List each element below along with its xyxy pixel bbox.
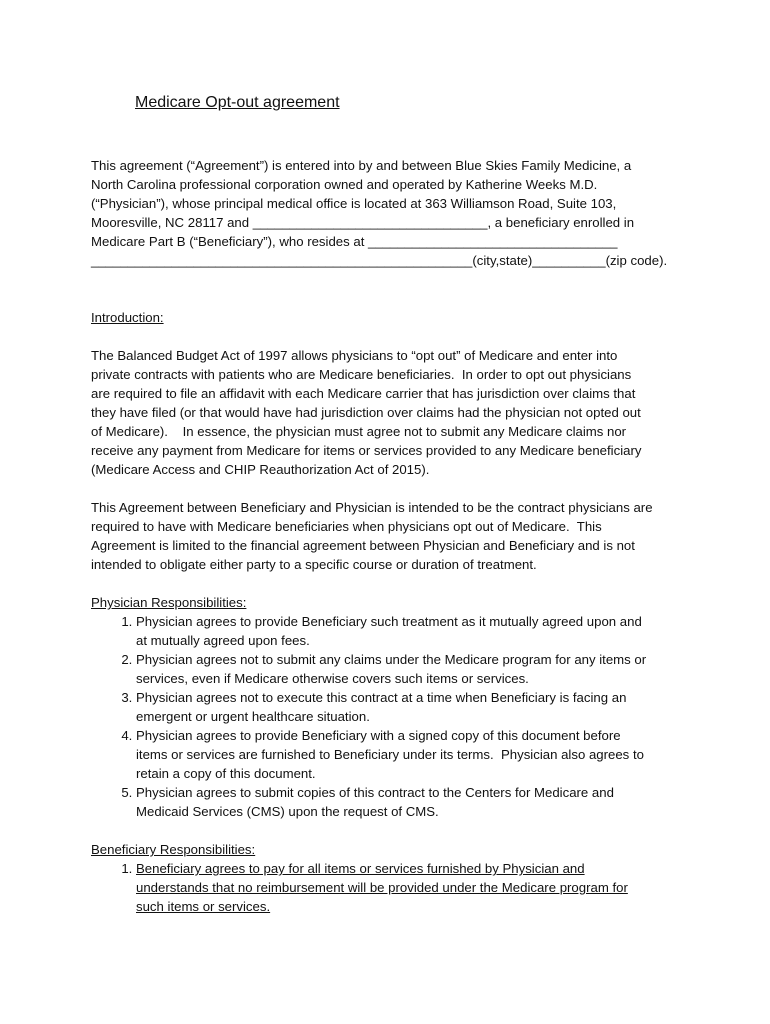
list-item-line: at mutually agreed upon fees. [136,633,310,648]
list-item [136,859,691,916]
physician-heading: Physician Responsibilities: [91,595,247,610]
text-line: The Balanced Budget Act of 1997 allows physicians to “opt out” of Medicare and enter into [91,348,618,363]
text-line: This agreement (“Agreement”) is entered into by and between Blue Skies Family Medicine, a [91,158,632,173]
list-item-line: 1. Physician agrees to provide Beneficiary such treatment as it mutually agreed upon and [136,614,642,629]
text-line: (“Physician”), whose principal medical office is located at 363 Williamson Road, Suite 103, [91,196,617,211]
document-body [91,156,691,916]
text-line: (Medicare Access and CHIP Reauthorization Act of 2015). [91,462,430,477]
text-line: North Carolina professional corporation owned and operated by Katherine Weeks M.D. [91,177,598,192]
list-item-line: 3. Physician agrees not to execute this contract at a time when Beneficiary is facing an [136,690,627,705]
document-title: Medicare Opt-out agreement [135,94,340,111]
list-item-line: services, even if Medicare otherwise covers such items or services. [136,671,529,686]
list-item [136,650,691,688]
text-line: intended to obligate either party to a specific course or duration of treatment. [91,557,537,572]
text-line: receive any payment from Medicare for items or services provided to any Medicare beneficiary [91,443,642,458]
list-item-line: such items or services. [136,899,271,914]
text-line: Mooresville, NC 28117 and ________________________________, a beneficiary enrolled in [91,215,635,230]
text-line: required to have with Medicare beneficiaries when physicians opt out of Medicare. This [91,519,602,534]
text-line: private contracts with patients who are Medicare beneficiaries. In order to opt out physicians [91,367,632,382]
text-line: Medicare Part B (“Beneficiary”), who resides at __________________________________ [91,234,618,249]
text-line: are required to file an affidavit with each Medicare carrier that has jurisdiction over claims that [91,386,636,401]
list-item [136,783,691,821]
introduction-paragraph [91,346,691,479]
list-item-line: Medicaid Services (CMS) upon the request of CMS. [136,804,439,819]
list-item [136,612,691,650]
text-line: This Agreement between Beneficiary and Physician is intended to be the contract physicians are [91,500,653,515]
introduction-heading: Introduction: [91,310,164,325]
text-line: of Medicare). In essence, the physician must agree not to submit any Medicare claims nor [91,424,627,439]
list-item-line: 4. Physician agrees to provide Beneficiary with a signed copy of this document before [136,728,621,743]
list-item-line: 1. Beneficiary agrees to pay for all items or services furnished by Physician and [136,861,585,876]
list-item-line: emergent or urgent healthcare situation. [136,709,370,724]
list-item-line: items or services are furnished to Beneficiary under its terms. Physician also agrees to [136,747,644,762]
beneficiary-list [91,859,691,916]
beneficiary-heading: Beneficiary Responsibilities: [91,842,256,857]
list-item-line: understands that no reimbursement will be provided under the Medicare program for [136,880,628,895]
list-item-line: retain a copy of this document. [136,766,316,781]
text-line: they have filed (or that would have had jurisdiction over claims had the physician not opted out [91,405,641,420]
agreement-paragraph [91,498,691,574]
list-item [136,726,691,783]
intro-paragraph [91,156,691,270]
physician-list [91,612,691,821]
list-item [136,688,691,726]
text-line: Agreement is limited to the financial agreement between Physician and Beneficiary and is not [91,538,635,553]
text-line: ____________________________________________________(city,state)__________(zip code). [91,253,668,268]
list-item-line: 2. Physician agrees not to submit any claims under the Medicare program for any items or [136,652,647,667]
list-item-line: 5. Physician agrees to submit copies of this contract to the Centers for Medicare and [136,785,614,800]
